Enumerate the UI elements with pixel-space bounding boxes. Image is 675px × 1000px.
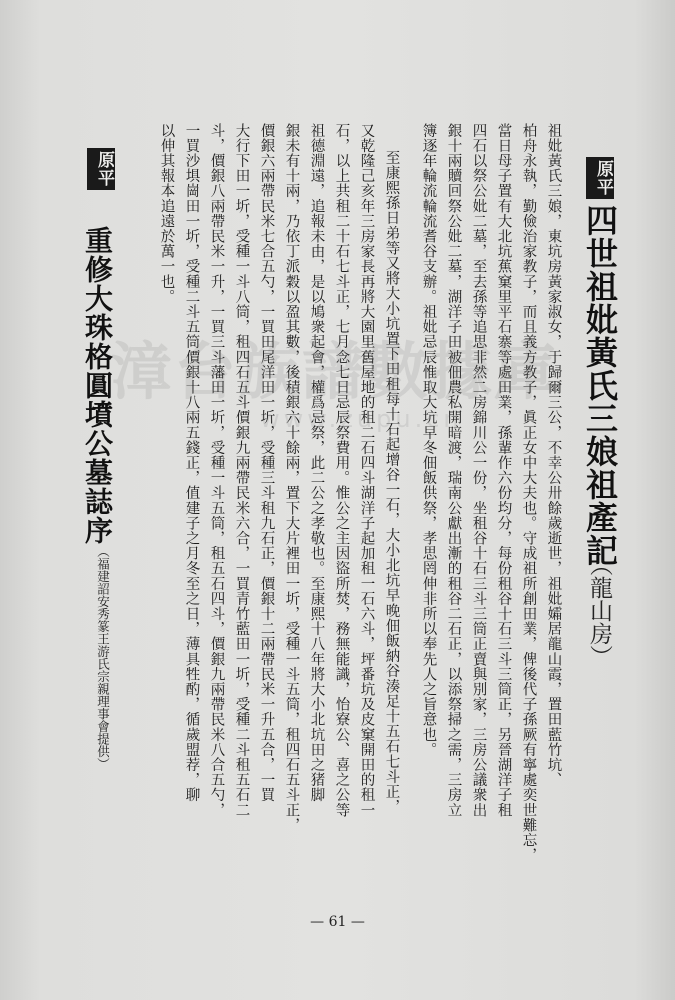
article1-col-14: 斗，價銀八兩帶民米一升，一買三斗藩田一圻，受種一斗五筒，租五石四斗，價銀九兩帶民米八合五勺，	[208, 123, 225, 818]
article1-col-8: 又乾隆己亥年三房家長再將大園里舊屋地的租二石四斗湖洋子起加租一石六斗，坪番坑及皮窠開田的租一	[358, 123, 375, 818]
article2-title: 重修大珠格圓墳公墓誌序	[81, 226, 114, 545]
article1-col-1: 祖妣黃氏三娘，東坑房黃家淑女，于歸爾三公，不幸公卅餘歲逝世，祖妣孀居龍山霞，置田藍竹坑、	[545, 123, 562, 788]
article1-author: （龍山房）	[586, 553, 612, 668]
article1-col-7: 至康熙孫日弟等又將大小坑置下田租每十石起增谷一石，大小北坑早晚佃飯納谷湊足十五石七斗正，	[383, 150, 400, 815]
article1-title: 四世祖妣黃氏三娘祖產記	[581, 204, 619, 567]
article2-author: （福建詔安秀篆王游氏宗親理事會提供）	[95, 545, 111, 770]
article1-col-15: 一買沙埧崗田一圻，受種二斗五筒價銀十八兩五錢正，值建子之月冬至之日，薄具牲酌，循歲盟荐，聊	[183, 123, 200, 803]
article1-col-11: 銀未有十兩，乃依丁派穀以盈其數，後積銀六十餘兩，置下大片裡田一圻，受種一斗五筒，租四石五斗正，	[283, 123, 300, 833]
article2-tag: 原平	[87, 148, 115, 190]
article1-col-3: 當日母子置有大北坑蕉窠里平石寨等處田業，孫輩作六份均分，每份租谷十石三斗三筒正，另晉湖洋子租	[495, 123, 512, 818]
watermark-url: www.zupu.cn	[260, 405, 463, 433]
article1-tag: 原平	[586, 157, 614, 199]
watermark-text: 漳台族譜數據庫	[110, 335, 559, 408]
article1-col-4: 四石以祭公妣二墓，至去孫等追思非然二房錦川公一份，坐租谷十石三斗三筒正賣與別家，三房公議衆出	[470, 123, 487, 818]
article1-col-13: 大行下田一圻，受種一斗八筒，租四石五斗價銀九兩帶民米六合，一買青竹藍田一圻，受種二斗租五石二	[233, 123, 250, 818]
article1-col-9: 石，以上共租二十石七斗正，七月念七日忌辰祭費用。惟公之主因盜所焚，務無能識，怡寮公、喜之公等	[333, 123, 350, 818]
article1-col-5: 銀十兩贖回祭公妣二墓，湖洋子田被佃農私開暗渡，瑞南公獻出漸的租谷二石正，以添祭掃之需，三房立	[445, 123, 462, 818]
article1-col-16: 以伸其報本追遠於萬一也。	[158, 123, 175, 305]
article1-col-10: 祖德淵遠，追報未由，是以鳩衆起會，權爲忌祭，此二公之孝敬也。至康熙十八年將大小北坑田之猪脚	[308, 123, 325, 803]
article1-col-2: 柏舟永執，勤儉治家教子，而且義方教子，眞正女中大夫也。守成祖所創田業，俾後代子孫厥有寧處奕世難忘，	[520, 123, 537, 863]
page-number: — 61 —	[310, 914, 365, 930]
watermark	[110, 322, 590, 433]
article1-col-12: 價銀六兩帶民米七合五勺，一買田尾洋田一圻，受種三斗租九石正，價銀十二兩帶民米一升五合，一買	[258, 123, 275, 803]
article1-col-6: 簿逐年輪流輪流耆谷支辦。祖妣忌辰惟取大坑早冬佃飯供祭，孝思罔伸非所以奉先人之旨意也。	[420, 123, 437, 758]
